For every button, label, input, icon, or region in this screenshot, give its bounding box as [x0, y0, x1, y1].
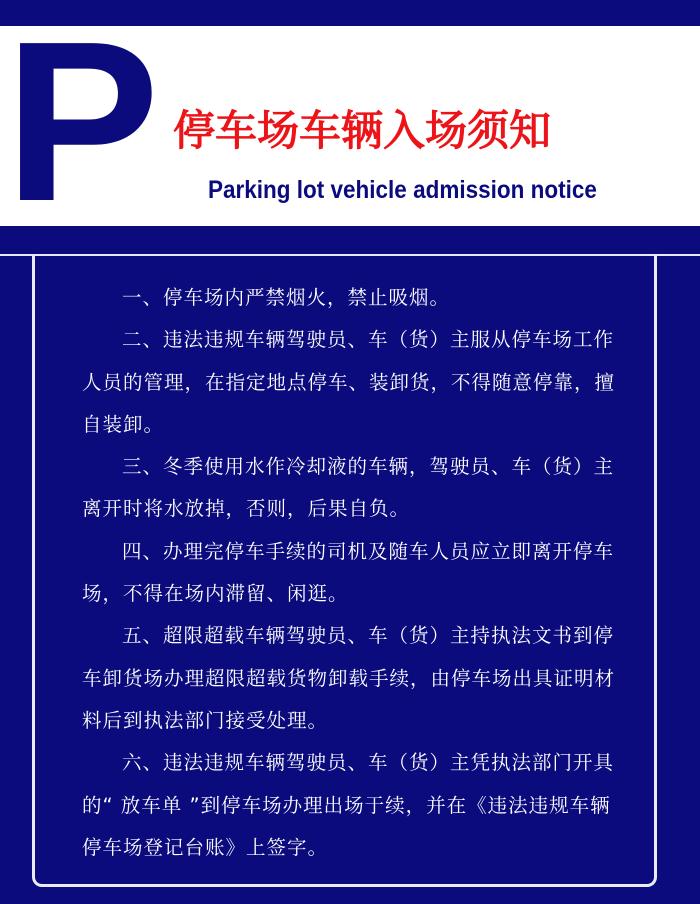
parking-p-icon: P — [4, 0, 160, 249]
rule-item: 四、办理完停车手续的司机及随车人员应立即离开停车场，不得在场内滞留、闲逛。 — [82, 539, 615, 606]
rules-list — [82, 277, 627, 869]
rule-item: 六、违法违规车辆驾驶员、车（货）主凭执法部门开具的“ 放车单 ”到停车场办理出场于续，并在《违法违规车辆停车场登记台账》上签字。 — [82, 751, 615, 859]
rule-item: 二、违法违规车辆驾驶员、车（货）主服从停车场工作人员的管理，在指定地点停车、装卸货，不得随意停靠，擅自装卸。 — [82, 328, 616, 436]
rule-item: 三、冬季使用水作冷却液的车辆，驾驶员、车（货）主离开时将水放掉，否则，后果自负。 — [82, 455, 615, 521]
page-subtitle: Parking lot vehicle admission notice — [208, 176, 597, 204]
rule-item: 一、停车场内严禁烟火，禁止吸烟。 — [122, 286, 451, 309]
sign-header — [0, 0, 700, 249]
page-title: 停车场车辆入场须知 — [173, 106, 552, 155]
rule-item: 五、超限超载车辆驾驶员、车（货）主持执法文书到停车卸货场办理超限超载货物卸载手续，由停车场出具证明材料后到执法部门接受处理。 — [82, 624, 616, 732]
